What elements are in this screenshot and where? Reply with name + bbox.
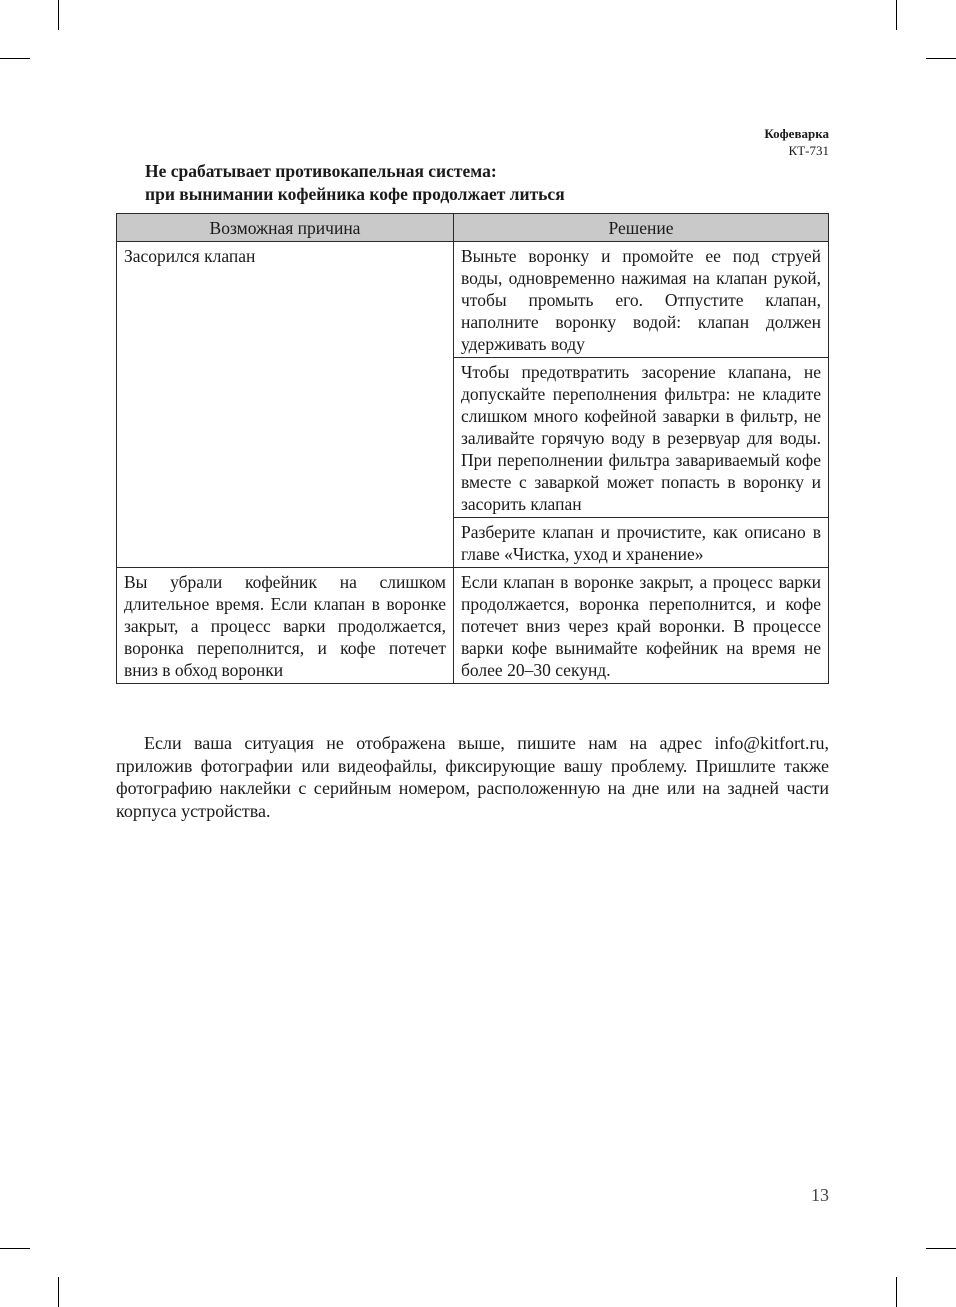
page-number: 13 bbox=[811, 1185, 829, 1205]
product-name: Кофеварка bbox=[764, 126, 829, 141]
cause-cell: Засорился клапан bbox=[117, 242, 454, 568]
column-header-cause: Возможная причина bbox=[117, 214, 454, 242]
crop-mark bbox=[58, 1277, 59, 1307]
solution-cell: Разберите клапан и прочистите, как описано в главе «Чистка, уход и хранение» bbox=[454, 518, 829, 568]
cause-cell: Вы убрали кофейник на слишком длительное время. Если клапан в воронке закрыт, а процесс варки продолжается, воронка переполнится, и кофе потечет вниз в обход воронки bbox=[117, 568, 454, 684]
crop-mark bbox=[926, 1248, 956, 1249]
table-row bbox=[117, 242, 829, 358]
table-row bbox=[117, 568, 829, 684]
solution-cell: Выньте воронку и промойте ее под струей воды, одновременно нажимая на клапан рукой, чтобы промыть его. Отпустите клапан, наполните воронку водой: клапан должен удерживать воду bbox=[454, 242, 829, 358]
section-title-line: при вынимании кофейника кофе продолжает литься bbox=[145, 184, 565, 204]
crop-mark bbox=[896, 0, 897, 30]
contact-paragraph: Если ваша ситуация не отображена выше, пишите нам на адрес info@kitfort.ru, приложив фотографии или видеофайлы, фиксирующие вашу проблему. Пришлите также фотографию наклейки с серийным номером, расположенную на дне или на задней части корпуса устройства. bbox=[116, 733, 829, 821]
crop-mark bbox=[0, 1248, 30, 1249]
crop-mark bbox=[0, 58, 30, 59]
solution-cell: Если клапан в воронке закрыт, а процесс варки продолжается, воронка переполнится, и кофе потечет вниз через край воронки. В процессе варки кофе вынимайте кофейник на время не более 20–30 секунд. bbox=[454, 568, 829, 684]
section-title-line: Не срабатывает противокапельная система: bbox=[145, 161, 497, 181]
running-header bbox=[764, 125, 829, 159]
section-title bbox=[145, 160, 565, 206]
model-number: КТ-731 bbox=[788, 143, 829, 158]
crop-mark bbox=[58, 0, 59, 30]
troubleshooting-table bbox=[116, 213, 829, 684]
solution-cell: Чтобы предотвратить засорение клапана, не допускайте переполнения фильтра: не кладите слишком много кофейной заварки в фильтр, не заливайте горячую воду в резервуар для воды. При переполнении фильтра завариваемый кофе вместе с заваркой может попасть в воронку и засорить клапан bbox=[454, 358, 829, 518]
crop-mark bbox=[926, 58, 956, 59]
table-header-row bbox=[117, 214, 829, 242]
crop-mark bbox=[896, 1277, 897, 1307]
column-header-solution: Решение bbox=[454, 214, 829, 242]
